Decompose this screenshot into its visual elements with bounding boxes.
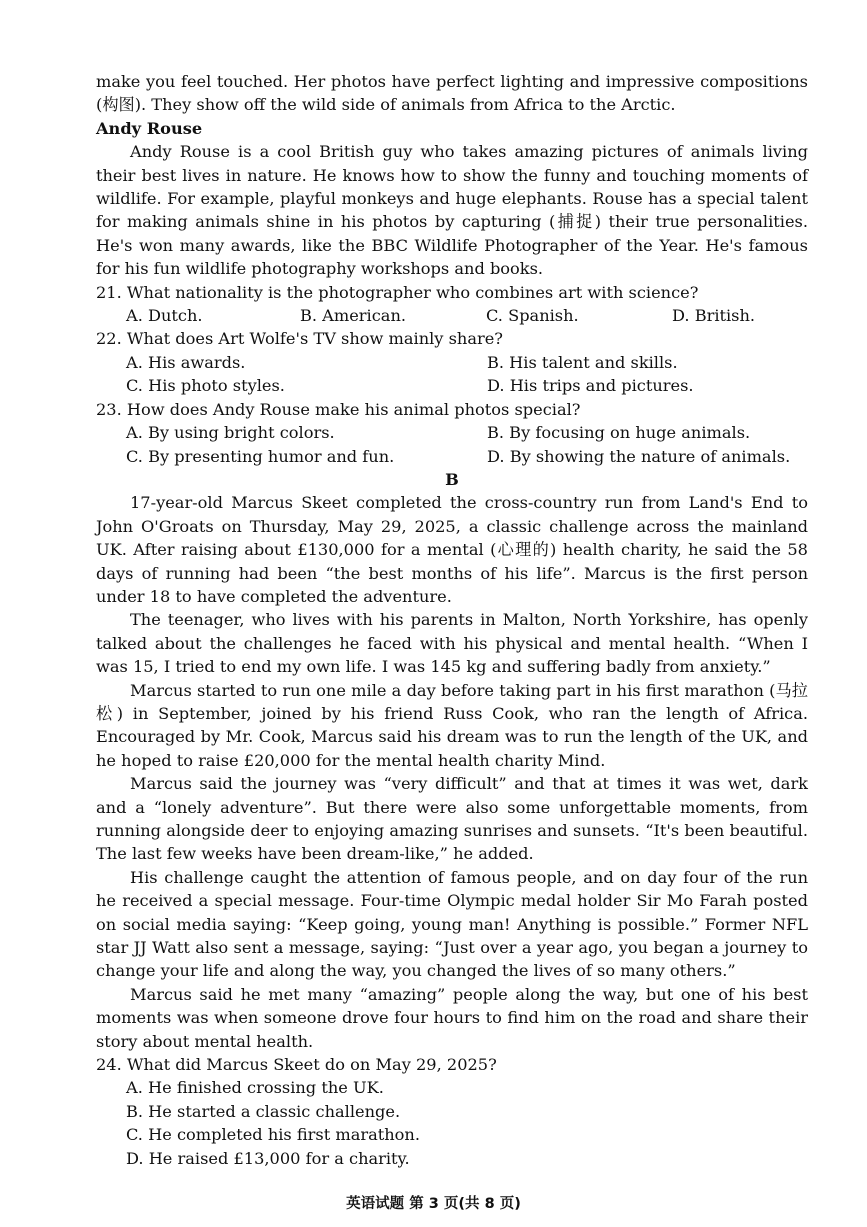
question-options <box>96 1076 808 1170</box>
option-a[interactable]: A. By using bright colors. <box>126 423 335 443</box>
page-footer: 英语试题 第 3 页(共 8 页) <box>346 1196 521 1212</box>
question-stem: 24. What did Marcus Skeet do on May 29, 2025? <box>96 1055 497 1075</box>
option-a[interactable]: A. He finished crossing the UK. <box>126 1078 384 1098</box>
option-b[interactable]: B. His talent and skills. <box>487 352 678 372</box>
option-c[interactable]: C. Spanish. <box>486 306 579 326</box>
option-c[interactable]: C. He completed his first marathon. <box>126 1125 420 1145</box>
option-d[interactable]: D. He raised £13,000 for a charity. <box>126 1148 410 1168</box>
option-c[interactable]: C. His photo styles. <box>126 376 285 396</box>
question-options <box>96 351 808 398</box>
passage-b-paragraph: The teenager, who lives with his parents in Malton, North Yorkshire, has openly talked about the challenges he faced with his physical and mental health. “When I was 15, I tried to end my own life. I was 145 kg and suffering badly from anxiety.” <box>96 610 808 677</box>
photographer-bio: Andy Rouse is a cool British guy who takes amazing pictures of animals living their best lives in nature. He knows how to show the funny and touching moments of wildlife. For example, playful monkeys and huge elephants. Rouse has a special talent for making animals shine in his photos by capturing (捕捉) their true personalities. He's won many awards, like the BBC Wildlife Photographer of the Year. He's famous for his fun wildlife photography workshops and books. <box>96 142 808 279</box>
question-options <box>96 421 808 468</box>
passage-b-paragraph: His challenge caught the attention of famous people, and on day four of the run he received a special message. Four-time Olympic medal holder Sir Mo Farah posted on social media saying: “Keep going, young man! Anything is possible.” Former NFL star JJ Watt also sent a message, saying: “Just over a year ago, you began a journey to change your life and along the way, you changed the lives of so many others.” <box>96 867 808 981</box>
option-b[interactable]: B. By focusing on huge animals. <box>487 423 751 443</box>
option-a[interactable]: A. Dutch. <box>126 306 203 326</box>
question-options <box>96 304 808 327</box>
question-23 <box>96 398 808 468</box>
exam-page-content <box>96 70 808 1170</box>
option-d[interactable]: D. British. <box>672 306 756 326</box>
question-24 <box>96 1053 808 1170</box>
option-b[interactable]: B. American. <box>300 306 407 326</box>
option-c[interactable]: C. By presenting humor and fun. <box>126 446 395 466</box>
passage-b-paragraph: Marcus said the journey was “very difficult” and that at times it was wet, dark and a “lonely adventure”. But there were also some unforgettable moments, from running alongside deer to enjoying amazing sunrises and sunsets. “It's been beautiful. The last few weeks have been dream-like,” he added. <box>96 774 808 864</box>
option-a[interactable]: A. His awards. <box>126 352 246 372</box>
photographer-heading: Andy Rouse <box>96 118 203 138</box>
passage-a-continuation: make you feel touched. Her photos have perfect lighting and impressive compositions (构图). They show off the wild side of animals from Africa to the Arctic. <box>96 72 808 115</box>
question-stem: 22. What does Art Wolfe's TV show mainly share? <box>96 329 503 349</box>
option-b[interactable]: B. He started a classic challenge. <box>126 1101 401 1121</box>
question-stem: 21. What nationality is the photographer who combines art with science? <box>96 282 699 302</box>
question-22 <box>96 327 808 397</box>
passage-b-paragraph: Marcus started to run one mile a day before taking part in his first marathon (马拉松) in September, joined by his friend Russ Cook, who ran the length of Africa. Encouraged by Mr. Cook, Marcus said his dream was to run the length of the UK, and he hoped to raise £20,000 for the mental health charity Mind. <box>96 680 808 770</box>
question-stem: 23. How does Andy Rouse make his animal photos special? <box>96 399 581 419</box>
option-d[interactable]: D. His trips and pictures. <box>487 376 694 396</box>
passage-b-paragraph: Marcus said he met many “amazing” people along the way, but one of his best moments was when someone drove four hours to find him on the road and share their story about mental health. <box>96 984 808 1051</box>
section-b-title: B <box>445 469 459 489</box>
question-21 <box>96 281 808 328</box>
option-d[interactable]: D. By showing the nature of animals. <box>487 446 791 466</box>
passage-b-paragraph: 17-year-old Marcus Skeet completed the cross-country run from Land's End to John O'Groats on Thursday, May 29, 2025, a classic challenge across the mainland UK. After raising about £130,000 for a mental (心理的) health charity, he said the 58 days of running had been “the best months of his life”. Marcus is the first person under 18 to have completed the adventure. <box>96 493 808 606</box>
